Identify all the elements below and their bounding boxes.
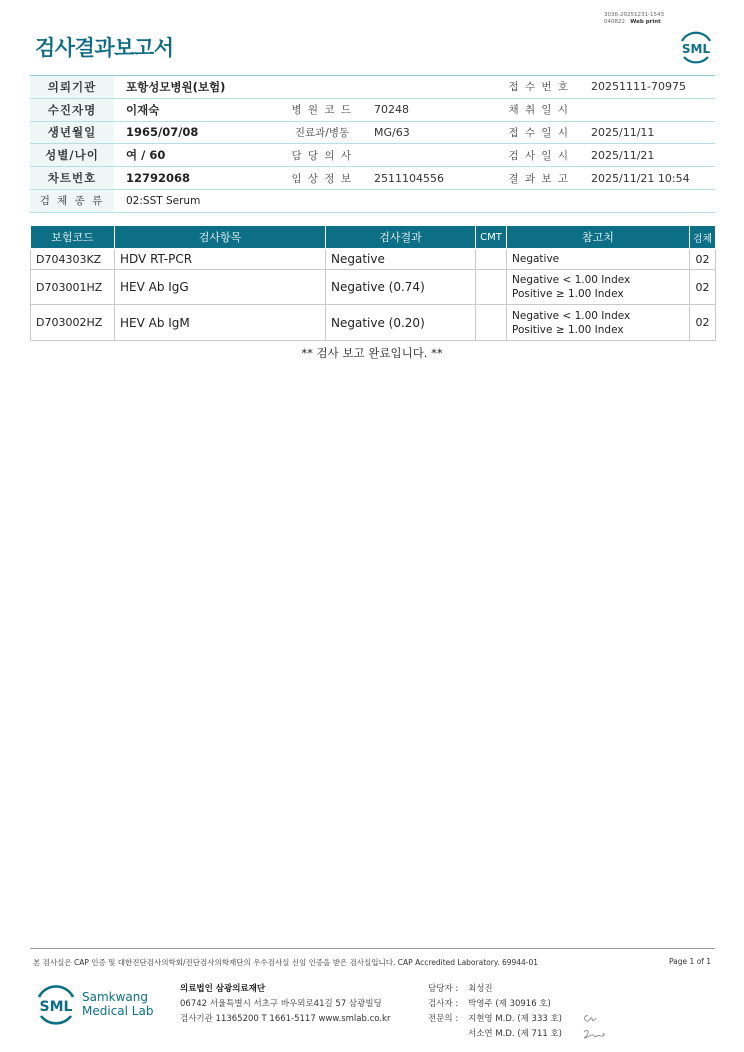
completion-note: ** 검사 보고 완료입니다. ** <box>301 346 443 360</box>
report-label: 결 과 보 고 <box>499 167 579 190</box>
dept-label: 진료과/병동 <box>282 121 362 144</box>
hospital-code-value: 70248 <box>362 98 499 121</box>
insurance-code: D704303KZ <box>31 249 115 270</box>
test-result: Negative (0.20) <box>326 305 476 341</box>
hospital-code-label: 병 원 코 드 <box>282 98 362 121</box>
results-header-row <box>31 226 716 249</box>
specialist-label: 전문의 : <box>428 1014 459 1024</box>
doctor-label: 담 당 의 사 <box>282 144 362 167</box>
manager-label: 담당자 : <box>428 984 459 994</box>
col-header-item: 검사항목 <box>115 226 326 249</box>
specimen-cell: 02 <box>690 249 716 270</box>
patient-value: 이재숙 <box>114 98 282 121</box>
insurance-code: D703001HZ <box>31 270 115 305</box>
specialist-value-1: 지현영 M.D. (제 333 호) <box>468 1014 563 1024</box>
report-value: 2025/11/21 10:54 <box>579 167 715 190</box>
tester-label: 검사자 : <box>428 999 459 1009</box>
col-header-reference: 참고치 <box>507 226 690 249</box>
reference-line: Negative < 1.00 Index <box>512 309 631 322</box>
chart-value: 12792068 <box>114 167 282 190</box>
organization-info <box>180 982 390 1027</box>
doctor-value <box>362 144 499 167</box>
receipt-date-value: 2025/11/11 <box>579 121 715 144</box>
test-result: Negative <box>326 249 476 270</box>
insurance-code: D703002HZ <box>31 305 115 341</box>
birth-label: 생년월일 <box>30 121 114 144</box>
col-header-cmt: CMT <box>476 226 507 249</box>
tester-value: 박영주 (제 30916 호) <box>468 999 551 1009</box>
patient-info-table <box>30 75 715 213</box>
table-row <box>31 249 716 270</box>
receipt-no-value: 20251111-70975 <box>579 76 715 99</box>
clinical-value: 2511104556 <box>362 167 499 190</box>
test-item: HDV RT-PCR <box>115 249 326 270</box>
document-code <box>604 12 664 26</box>
staff-info <box>428 982 562 1042</box>
specimen-label: 검 체 종 류 <box>30 189 114 212</box>
signature-icon <box>580 1008 610 1042</box>
chart-label: 차트번호 <box>30 167 114 190</box>
svg-text:Samkwang: Samkwang <box>82 990 148 1004</box>
footer-divider <box>30 948 715 949</box>
receipt-no-label: 접 수 번 호 <box>499 76 579 99</box>
table-row <box>31 305 716 341</box>
info-row <box>30 121 715 144</box>
reference-line: Negative <box>512 253 560 265</box>
manager-value: 최성진 <box>468 984 493 994</box>
test-item: HEV Ab IgM <box>115 305 326 341</box>
requester-value: 포항성모병원(보험) <box>114 76 499 99</box>
clinical-label: 임 상 정 보 <box>282 167 362 190</box>
document-code-line1: 3036-20251231-1543 <box>604 12 664 18</box>
test-result: Negative (0.74) <box>326 270 476 305</box>
svg-text:SML: SML <box>681 42 711 56</box>
organization-contact: 검사기관 11365200 T 1661-5117 www.smlab.co.kr <box>180 1014 391 1024</box>
organization-address: 06742 서울특별시 서초구 바우뫼로41길 57 삼광빌딩 <box>180 999 382 1009</box>
reference-range <box>507 305 690 341</box>
cap-accreditation-note: 본 검사실은 CAP 인증 및 대한진단검사의학회/진단검사의학재단의 우수검사실 신임 인증을 받은 검사실입니다. CAP Accredited Laboratory. 69944-01 <box>33 958 539 967</box>
table-row <box>31 270 716 305</box>
cmt-cell <box>476 249 507 270</box>
test-item: HEV Ab IgG <box>115 270 326 305</box>
patient-label: 수진자명 <box>30 98 114 121</box>
sex-age-value: 여 / 60 <box>114 144 282 167</box>
collect-date-value <box>579 98 715 121</box>
specimen-cell: 02 <box>690 305 716 341</box>
requester-label: 의뢰기관 <box>30 76 114 99</box>
dept-value: MG/63 <box>362 121 499 144</box>
info-row <box>30 98 715 121</box>
web-print-label: Web print <box>630 19 661 25</box>
test-date-value: 2025/11/21 <box>579 144 715 167</box>
info-row <box>30 144 715 167</box>
col-header-result: 검사결과 <box>326 226 476 249</box>
info-row <box>30 167 715 190</box>
svg-text:SML: SML <box>39 999 73 1015</box>
page-title: 검사결과보고서 <box>35 36 174 60</box>
col-header-code: 보험코드 <box>31 226 115 249</box>
col-header-specimen: 검체 <box>690 226 716 249</box>
results-table <box>30 225 716 341</box>
reference-range <box>507 249 690 270</box>
sex-age-label: 성별/나이 <box>30 144 114 167</box>
reference-range <box>507 270 690 305</box>
samkwang-logo-icon <box>36 980 156 1026</box>
svg-text:Medical Lab: Medical Lab <box>82 1004 154 1018</box>
info-row <box>30 76 715 99</box>
specimen-cell: 02 <box>690 270 716 305</box>
reference-line: Positive ≥ 1.00 Index <box>512 323 624 336</box>
sml-logo-icon <box>676 27 716 65</box>
test-date-label: 검 사 일 시 <box>499 144 579 167</box>
reference-line: Positive ≥ 1.00 Index <box>512 288 624 300</box>
cmt-cell <box>476 305 507 341</box>
birth-value: 1965/07/08 <box>114 121 282 144</box>
receipt-date-label: 접 수 일 시 <box>499 121 579 144</box>
cmt-cell <box>476 270 507 305</box>
specialist-value-2: 서소연 M.D. (제 711 호) <box>468 1029 563 1039</box>
organization-name: 의료법인 삼광의료재단 <box>180 984 266 994</box>
collect-date-label: 채 취 일 시 <box>499 98 579 121</box>
specimen-value: 02:SST Serum <box>114 189 715 212</box>
info-row <box>30 189 715 212</box>
document-code-line2: 040822 <box>604 19 625 25</box>
reference-line: Negative < 1.00 Index <box>512 274 631 286</box>
page-number: Page 1 of 1 <box>669 957 712 966</box>
